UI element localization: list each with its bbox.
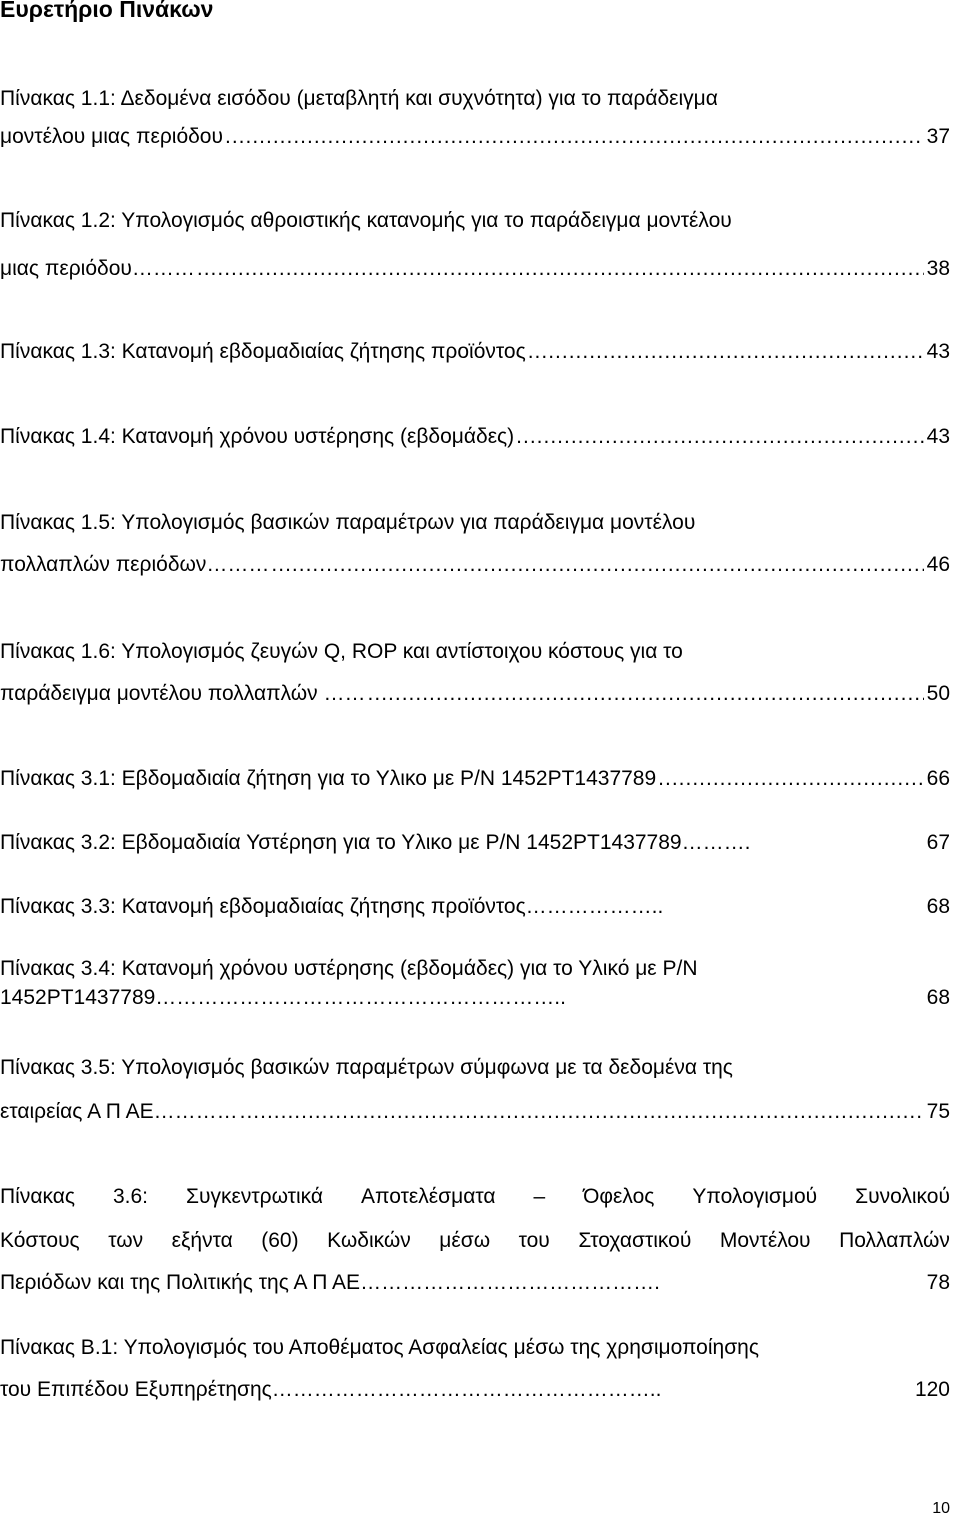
toc-entry[interactable] <box>0 256 950 282</box>
word: 3.6: <box>112 1185 149 1208</box>
leader-dots <box>516 424 923 450</box>
toc-page-number: 66 <box>926 767 950 790</box>
word: μέσω <box>439 1229 491 1252</box>
toc-entry[interactable] <box>0 1270 950 1296</box>
toc-line: Πίνακας 3.4: Κατανομή χρόνου υστέρησης (εβδομάδες) για το Υλικό με P/N <box>0 957 698 980</box>
toc-page-number: 120 <box>914 1378 950 1401</box>
toc-page-number: 68 <box>926 986 950 1009</box>
word: – <box>533 1185 546 1208</box>
toc-entry[interactable] <box>0 681 950 707</box>
word: Όφελος <box>583 1185 655 1208</box>
word: Κωδικών <box>327 1229 411 1252</box>
toc-entry-title: Πίνακας 3.1: Εβδομαδιαία ζήτηση για το Υλικο με P/N 1452PT1437789 <box>0 767 657 790</box>
toc-entry[interactable] <box>0 552 950 578</box>
toc-line: Πίνακας Β.1: Υπολογισμός του Αποθέματος Ασφαλείας μέσω της χρησιμοποίησης <box>0 1336 759 1359</box>
leader-dots <box>271 552 923 578</box>
toc-entry-title: μιας περιόδου……… <box>0 257 195 280</box>
toc-entry[interactable] <box>0 830 950 856</box>
leader-dots <box>658 766 923 792</box>
word: Αποτελέσματα <box>361 1185 496 1208</box>
toc-entry-title: παράδειγμα μοντέλου πολλαπλών …… <box>0 682 366 705</box>
toc-page-number: 50 <box>926 682 950 705</box>
toc-entry-title: 1452PT1437789………………………………………………….. <box>0 986 566 1009</box>
toc-entry-title: του Επιπέδου Εξυπηρέτησης……………………………………………….. <box>0 1378 662 1401</box>
toc-entry-title: Πίνακας 1.4: Κατανομή χρόνου υστέρησης (εβδομάδες) <box>0 425 515 448</box>
leader-dots <box>368 681 924 707</box>
toc-page-number: 46 <box>926 553 950 576</box>
word: Πίνακας <box>0 1185 75 1208</box>
toc-line: Πίνακας 1.2: Υπολογισμός αθροιστικής κατανομής για το παράδειγμα μοντέλου <box>0 209 732 232</box>
word: Στοχαστικού <box>578 1229 692 1252</box>
toc-entry[interactable] <box>0 1377 950 1403</box>
toc-entry-title: Πίνακας 3.3: Κατανομή εβδομαδιαίας ζήτησης προϊόντος……………….. <box>0 895 664 918</box>
word: Συγκεντρωτικά <box>186 1185 324 1208</box>
leader-dots <box>528 339 924 365</box>
word: εξήντα <box>171 1229 233 1252</box>
toc-page-number: 43 <box>926 425 950 448</box>
toc-page-number: 78 <box>926 1271 950 1294</box>
toc-entry[interactable] <box>0 894 950 920</box>
leader-dots <box>225 124 924 150</box>
toc-entry[interactable] <box>0 124 950 150</box>
toc-entry[interactable] <box>0 985 950 1011</box>
toc-line: Πίνακας 3.5: Υπολογισμός βασικών παραμέτρων σύμφωνα με τα δεδομένα της <box>0 1056 733 1079</box>
toc-page-number: 67 <box>926 831 950 854</box>
toc-entry-title: εταιρείας Α Π ΑΕ………… <box>0 1100 238 1123</box>
toc-line: Πίνακας 1.1: Δεδομένα εισόδου (μεταβλητή και συχνότητα) για το παράδειγμα <box>0 87 718 110</box>
toc-page-number: 38 <box>926 257 950 280</box>
word: Συνολικού <box>855 1185 950 1208</box>
toc-entry[interactable] <box>0 766 950 792</box>
toc-entry-title: Περιόδων και της Πολιτικής της Α Π ΑΕ……………………………………. <box>0 1271 660 1294</box>
toc-page-number: 75 <box>926 1100 950 1123</box>
page-title: Ευρετήριο Πινάκων <box>0 0 214 22</box>
word: Κόστους <box>0 1229 80 1252</box>
leader-dots <box>197 256 924 282</box>
word: Μοντέλου <box>719 1229 811 1252</box>
toc-line: Πίνακας 1.6: Υπολογισμός ζευγών Q, ROP και αντίστοιχου κόστους για το <box>0 640 683 663</box>
toc-line-justified <box>0 1184 950 1210</box>
page-number: 10 <box>932 1500 950 1517</box>
toc-page-number: 43 <box>926 340 950 363</box>
word: Πολλαπλών <box>839 1229 950 1252</box>
word: (60) <box>261 1229 299 1252</box>
leader-dots <box>240 1099 924 1125</box>
toc-entry[interactable] <box>0 339 950 365</box>
toc-entry-title: Πίνακας 3.2: Εβδομαδιαία Υστέρηση για το Υλικο με P/N 1452PT1437789………. <box>0 831 751 854</box>
word: των <box>108 1229 144 1252</box>
toc-line: Πίνακας 1.5: Υπολογισμός βασικών παραμέτρων για παράδειγμα μοντέλου <box>0 511 696 534</box>
toc-entry-title: πολλαπλών περιόδων……… <box>0 553 270 576</box>
word: του <box>518 1229 550 1252</box>
toc-entry-title: Πίνακας 1.3: Κατανομή εβδομαδιαίας ζήτησης προϊόντος <box>0 340 526 363</box>
toc-entry[interactable] <box>0 1099 950 1125</box>
toc-entry-title: μοντέλου μιας περιόδου <box>0 125 223 148</box>
toc-page-number: 68 <box>926 895 950 918</box>
toc-line-justified <box>0 1228 950 1254</box>
word: Υπολογισμού <box>692 1185 818 1208</box>
toc-entry[interactable] <box>0 424 950 450</box>
toc-page-number: 37 <box>926 125 950 148</box>
